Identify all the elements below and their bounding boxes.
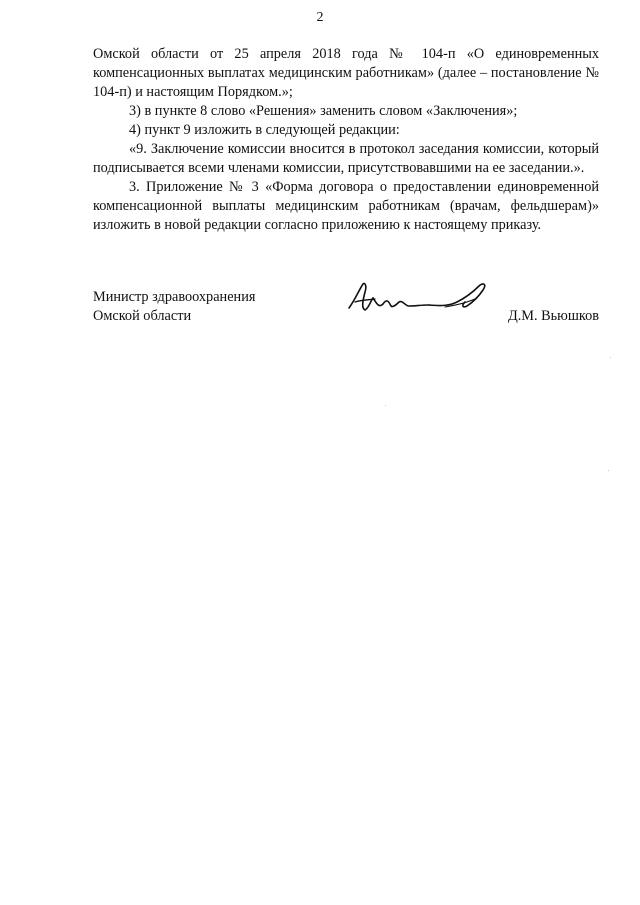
scan-speck <box>385 405 386 406</box>
paragraph-item-4: 4) пункт 9 изложить в следующей редакции: <box>129 122 400 138</box>
paragraph-item-3: 3) в пункте 8 слово «Решения» заменить словом «Заключения»; <box>129 103 518 119</box>
signer-title: Министр здравоохранения Омской области <box>93 289 256 324</box>
document-body <box>93 45 599 235</box>
page-number: 2 <box>316 10 324 25</box>
scan-speck <box>610 357 611 358</box>
signer-name: Д.М. Вьюшков <box>507 308 599 324</box>
paragraph-section-3: 3. Приложение № 3 «Форма договора о предоставлении единовременной компенсационной выплаты медицинским работникам (врачам, фельдшерам)» изложить в новой редакции согласно приложению к настоящему приказу. <box>93 179 599 233</box>
handwritten-signature <box>345 278 495 320</box>
paragraph-continuation: Омской области от 25 апреля 2018 года № 104-п «О единовременных компенсационных выплатах медицинским работникам» (далее – постановление № 104-п) и настоящим Порядком.»; <box>93 46 599 100</box>
paragraph-quote-9: «9. Заключение комиссии вносится в протокол заседания комиссии, который подписывается всеми членами комиссии, присутствовавшими на ее заседании.». <box>93 141 599 176</box>
signature-block <box>93 288 599 328</box>
scan-speck <box>608 470 609 471</box>
